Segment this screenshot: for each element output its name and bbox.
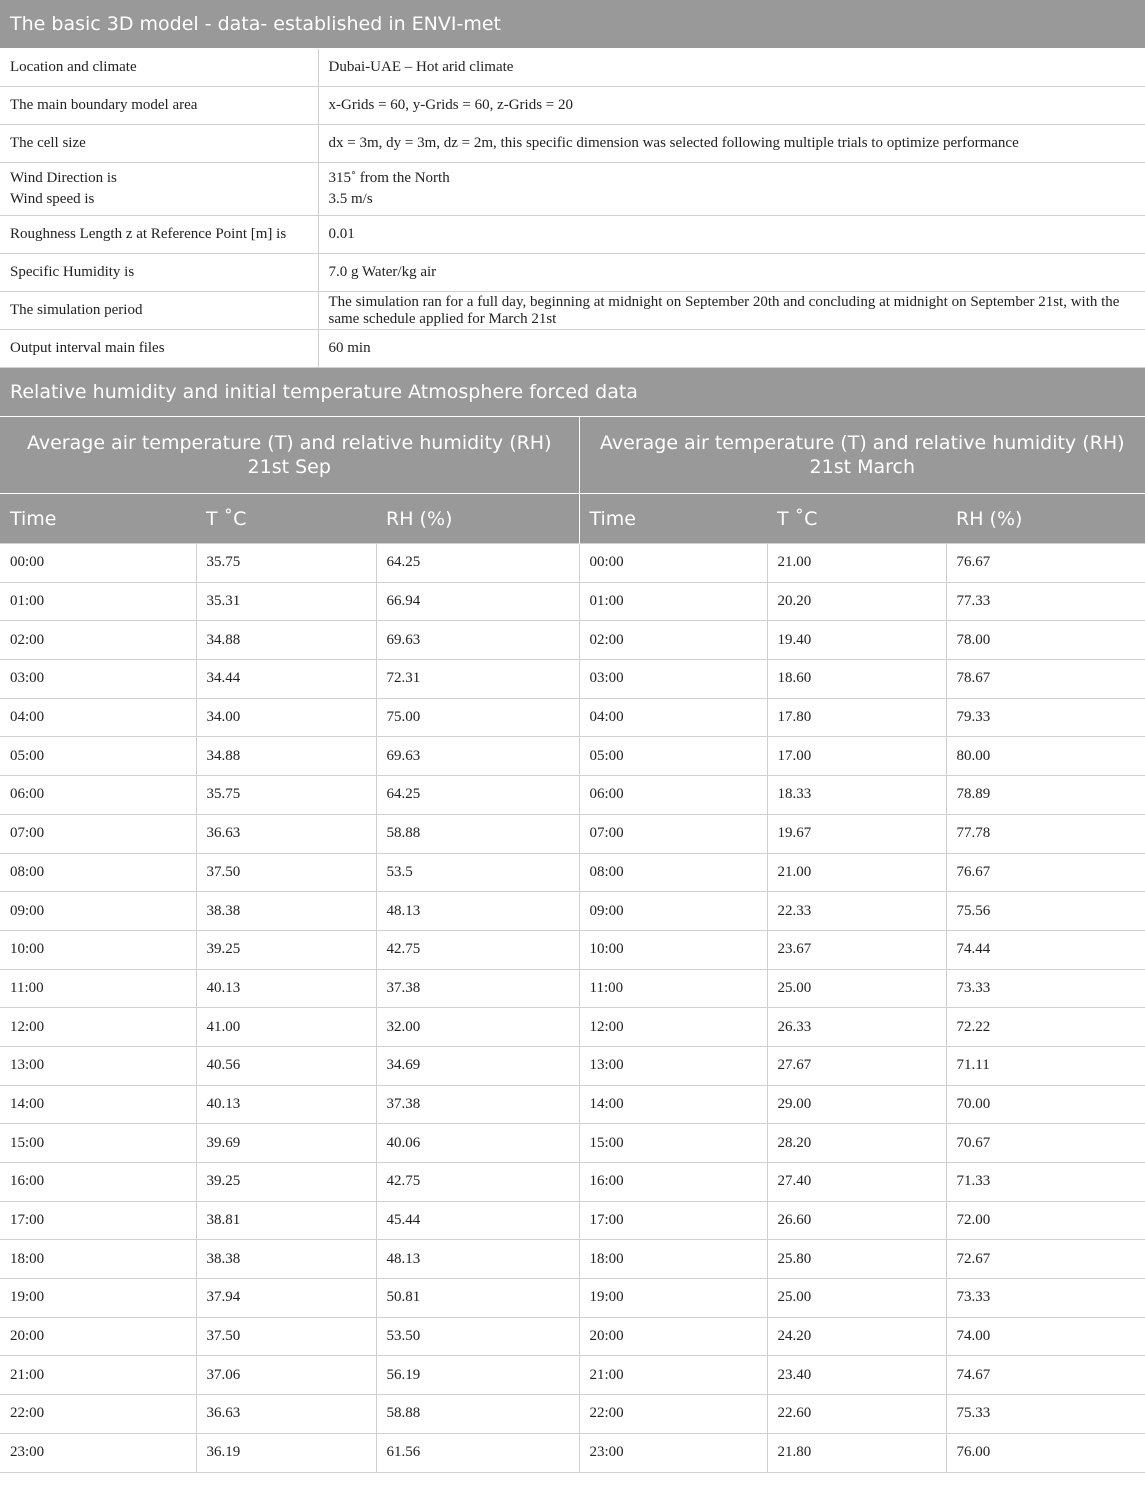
cell-temp-sep: 39.69 bbox=[196, 1124, 376, 1163]
info-value-line: 315˚ from the North bbox=[328, 170, 450, 186]
table-row bbox=[0, 582, 1145, 621]
info-row bbox=[0, 49, 1145, 87]
cell-rh-mar: 74.44 bbox=[946, 930, 1145, 969]
cell-rh-mar: 77.78 bbox=[946, 814, 1145, 853]
info-value: x-Grids = 60, y-Grids = 60, z-Grids = 20 bbox=[318, 87, 1145, 125]
table-row bbox=[0, 1433, 1145, 1472]
cell-rh-mar: 75.56 bbox=[946, 892, 1145, 931]
cell-rh-mar: 74.67 bbox=[946, 1356, 1145, 1395]
cell-rh-sep: 50.81 bbox=[376, 1279, 579, 1318]
cell-time-mar: 18:00 bbox=[579, 1240, 767, 1279]
table-row bbox=[0, 544, 1145, 583]
info-row bbox=[0, 163, 1145, 216]
cell-time-sep: 23:00 bbox=[0, 1433, 196, 1472]
cell-time-sep: 03:00 bbox=[0, 660, 196, 699]
cell-time-mar: 20:00 bbox=[579, 1317, 767, 1356]
cell-rh-sep: 40.06 bbox=[376, 1124, 579, 1163]
cell-rh-sep: 75.00 bbox=[376, 698, 579, 737]
cell-temp-sep: 34.88 bbox=[196, 737, 376, 776]
cell-time-mar: 14:00 bbox=[579, 1085, 767, 1124]
table-row bbox=[0, 737, 1145, 776]
cell-temp-mar: 20.20 bbox=[767, 582, 946, 621]
cell-temp-sep: 37.50 bbox=[196, 853, 376, 892]
cell-rh-sep: 42.75 bbox=[376, 930, 579, 969]
cell-time-mar: 23:00 bbox=[579, 1433, 767, 1472]
cell-rh-mar: 75.33 bbox=[946, 1395, 1145, 1434]
table-row bbox=[0, 1163, 1145, 1202]
cell-time-mar: 06:00 bbox=[579, 776, 767, 815]
cell-rh-sep: 34.69 bbox=[376, 1046, 579, 1085]
cell-rh-sep: 32.00 bbox=[376, 1008, 579, 1047]
cell-temp-sep: 39.25 bbox=[196, 930, 376, 969]
cell-time-mar: 11:00 bbox=[579, 969, 767, 1008]
info-value: Dubai-UAE – Hot arid climate bbox=[318, 49, 1145, 87]
info-label: The main boundary model area bbox=[0, 87, 318, 125]
cell-time-sep: 12:00 bbox=[0, 1008, 196, 1047]
cell-rh-sep: 48.13 bbox=[376, 1240, 579, 1279]
info-row bbox=[0, 254, 1145, 292]
table-row bbox=[0, 853, 1145, 892]
cell-temp-mar: 21.00 bbox=[767, 853, 946, 892]
cell-rh-mar: 71.33 bbox=[946, 1163, 1145, 1202]
col-time-mar: Time bbox=[579, 494, 767, 544]
cell-temp-sep: 37.94 bbox=[196, 1279, 376, 1318]
table-row bbox=[0, 814, 1145, 853]
table-row bbox=[0, 930, 1145, 969]
cell-time-sep: 10:00 bbox=[0, 930, 196, 969]
table-title: The basic 3D model - data- established in ENVI-met bbox=[0, 0, 1145, 49]
info-label-line: Wind speed is bbox=[10, 191, 95, 207]
table-row bbox=[0, 1240, 1145, 1279]
cell-time-mar: 17:00 bbox=[579, 1201, 767, 1240]
cell-temp-sep: 36.63 bbox=[196, 814, 376, 853]
cell-temp-sep: 34.00 bbox=[196, 698, 376, 737]
info-row bbox=[0, 87, 1145, 125]
cell-rh-sep: 61.56 bbox=[376, 1433, 579, 1472]
cell-rh-sep: 58.88 bbox=[376, 1395, 579, 1434]
info-label: The simulation period bbox=[0, 292, 318, 330]
table-row bbox=[0, 1279, 1145, 1318]
cell-time-mar: 19:00 bbox=[579, 1279, 767, 1318]
cell-rh-mar: 72.22 bbox=[946, 1008, 1145, 1047]
cell-temp-mar: 23.67 bbox=[767, 930, 946, 969]
cell-time-sep: 04:00 bbox=[0, 698, 196, 737]
cell-temp-sep: 39.25 bbox=[196, 1163, 376, 1202]
cell-time-sep: 21:00 bbox=[0, 1356, 196, 1395]
info-label: Roughness Length z at Reference Point [m] is bbox=[0, 216, 318, 254]
cell-rh-sep: 53.5 bbox=[376, 853, 579, 892]
cell-rh-mar: 78.00 bbox=[946, 621, 1145, 660]
cell-time-sep: 15:00 bbox=[0, 1124, 196, 1163]
info-row bbox=[0, 125, 1145, 163]
cell-rh-sep: 64.25 bbox=[376, 776, 579, 815]
cell-temp-sep: 35.75 bbox=[196, 544, 376, 583]
cell-rh-sep: 48.13 bbox=[376, 892, 579, 931]
cell-temp-mar: 19.40 bbox=[767, 621, 946, 660]
info-row bbox=[0, 292, 1145, 330]
table-row bbox=[0, 1201, 1145, 1240]
cell-temp-mar: 17.80 bbox=[767, 698, 946, 737]
cell-time-mar: 16:00 bbox=[579, 1163, 767, 1202]
cell-time-mar: 08:00 bbox=[579, 853, 767, 892]
cell-temp-sep: 38.38 bbox=[196, 1240, 376, 1279]
info-label: Output interval main files bbox=[0, 330, 318, 368]
cell-time-sep: 07:00 bbox=[0, 814, 196, 853]
cell-rh-sep: 69.63 bbox=[376, 621, 579, 660]
cell-rh-mar: 74.00 bbox=[946, 1317, 1145, 1356]
cell-rh-mar: 76.67 bbox=[946, 544, 1145, 583]
cell-temp-sep: 40.13 bbox=[196, 969, 376, 1008]
cell-time-sep: 17:00 bbox=[0, 1201, 196, 1240]
cell-temp-sep: 36.63 bbox=[196, 1395, 376, 1434]
cell-rh-sep: 69.63 bbox=[376, 737, 579, 776]
cell-time-mar: 04:00 bbox=[579, 698, 767, 737]
cell-temp-sep: 40.56 bbox=[196, 1046, 376, 1085]
mar-heading: Average air temperature (T) and relative humidity (RH) 21st March bbox=[579, 417, 1145, 494]
cell-temp-sep: 35.75 bbox=[196, 776, 376, 815]
cell-time-mar: 22:00 bbox=[579, 1395, 767, 1434]
table-row bbox=[0, 1124, 1145, 1163]
cell-time-mar: 21:00 bbox=[579, 1356, 767, 1395]
cell-rh-sep: 66.94 bbox=[376, 582, 579, 621]
cell-temp-mar: 21.80 bbox=[767, 1433, 946, 1472]
cell-time-mar: 00:00 bbox=[579, 544, 767, 583]
cell-rh-mar: 72.00 bbox=[946, 1201, 1145, 1240]
cell-time-sep: 16:00 bbox=[0, 1163, 196, 1202]
cell-time-sep: 06:00 bbox=[0, 776, 196, 815]
cell-time-sep: 20:00 bbox=[0, 1317, 196, 1356]
table-row bbox=[0, 1008, 1145, 1047]
cell-rh-sep: 72.31 bbox=[376, 660, 579, 699]
cell-temp-mar: 26.33 bbox=[767, 1008, 946, 1047]
cell-time-mar: 07:00 bbox=[579, 814, 767, 853]
info-value: 0.01 bbox=[318, 216, 1145, 254]
col-time-sep: Time bbox=[0, 494, 196, 544]
cell-time-sep: 19:00 bbox=[0, 1279, 196, 1318]
cell-temp-mar: 27.67 bbox=[767, 1046, 946, 1085]
info-row bbox=[0, 330, 1145, 368]
cell-temp-sep: 34.88 bbox=[196, 621, 376, 660]
cell-time-mar: 05:00 bbox=[579, 737, 767, 776]
table-row bbox=[0, 776, 1145, 815]
col-temp-mar: T ˚C bbox=[767, 494, 946, 544]
cell-temp-mar: 22.60 bbox=[767, 1395, 946, 1434]
cell-rh-mar: 73.33 bbox=[946, 1279, 1145, 1318]
info-value: 7.0 g Water/kg air bbox=[318, 254, 1145, 292]
cell-rh-sep: 37.38 bbox=[376, 1085, 579, 1124]
cell-rh-sep: 64.25 bbox=[376, 544, 579, 583]
cell-temp-mar: 19.67 bbox=[767, 814, 946, 853]
forced-data-table bbox=[0, 368, 1145, 1473]
cell-time-mar: 15:00 bbox=[579, 1124, 767, 1163]
cell-rh-mar: 73.33 bbox=[946, 969, 1145, 1008]
cell-temp-mar: 27.40 bbox=[767, 1163, 946, 1202]
cell-time-sep: 02:00 bbox=[0, 621, 196, 660]
table-row bbox=[0, 621, 1145, 660]
cell-time-sep: 08:00 bbox=[0, 853, 196, 892]
cell-temp-sep: 36.19 bbox=[196, 1433, 376, 1472]
cell-time-mar: 12:00 bbox=[579, 1008, 767, 1047]
cell-temp-sep: 40.13 bbox=[196, 1085, 376, 1124]
cell-rh-mar: 72.67 bbox=[946, 1240, 1145, 1279]
info-value bbox=[318, 163, 1145, 216]
cell-time-mar: 02:00 bbox=[579, 621, 767, 660]
cell-temp-mar: 18.60 bbox=[767, 660, 946, 699]
cell-time-mar: 13:00 bbox=[579, 1046, 767, 1085]
cell-time-sep: 05:00 bbox=[0, 737, 196, 776]
table-row bbox=[0, 698, 1145, 737]
cell-temp-sep: 38.38 bbox=[196, 892, 376, 931]
col-temp-sep: T ˚C bbox=[196, 494, 376, 544]
cell-time-sep: 14:00 bbox=[0, 1085, 196, 1124]
table-row bbox=[0, 1046, 1145, 1085]
cell-rh-mar: 71.11 bbox=[946, 1046, 1145, 1085]
cell-time-mar: 03:00 bbox=[579, 660, 767, 699]
table-row bbox=[0, 1395, 1145, 1434]
cell-temp-sep: 41.00 bbox=[196, 1008, 376, 1047]
cell-rh-sep: 37.38 bbox=[376, 969, 579, 1008]
info-label: The cell size bbox=[0, 125, 318, 163]
model-info-table bbox=[0, 0, 1145, 368]
cell-rh-sep: 53.50 bbox=[376, 1317, 579, 1356]
cell-temp-sep: 34.44 bbox=[196, 660, 376, 699]
cell-time-mar: 01:00 bbox=[579, 582, 767, 621]
cell-temp-mar: 21.00 bbox=[767, 544, 946, 583]
cell-temp-mar: 26.60 bbox=[767, 1201, 946, 1240]
cell-time-sep: 01:00 bbox=[0, 582, 196, 621]
table-row bbox=[0, 1085, 1145, 1124]
cell-temp-mar: 29.00 bbox=[767, 1085, 946, 1124]
table-row bbox=[0, 660, 1145, 699]
cell-time-sep: 13:00 bbox=[0, 1046, 196, 1085]
col-rh-mar: RH (%) bbox=[946, 494, 1145, 544]
cell-rh-sep: 45.44 bbox=[376, 1201, 579, 1240]
cell-time-mar: 09:00 bbox=[579, 892, 767, 931]
cell-temp-sep: 37.50 bbox=[196, 1317, 376, 1356]
cell-temp-mar: 28.20 bbox=[767, 1124, 946, 1163]
cell-time-sep: 00:00 bbox=[0, 544, 196, 583]
info-label bbox=[0, 163, 318, 216]
cell-temp-mar: 23.40 bbox=[767, 1356, 946, 1395]
sep-heading: Average air temperature (T) and relative humidity (RH) 21st Sep bbox=[0, 417, 579, 494]
info-value: The simulation ran for a full day, beginning at midnight on September 20th and concluding at midnight on September 21st, with the same schedule applied for March 21st bbox=[318, 292, 1145, 330]
info-label: Location and climate bbox=[0, 49, 318, 87]
cell-rh-mar: 77.33 bbox=[946, 582, 1145, 621]
info-label-line: Wind Direction is bbox=[10, 170, 117, 186]
cell-temp-sep: 37.06 bbox=[196, 1356, 376, 1395]
info-value: dx = 3m, dy = 3m, dz = 2m, this specific dimension was selected following multiple trials to optimize performance bbox=[318, 125, 1145, 163]
cell-rh-mar: 70.00 bbox=[946, 1085, 1145, 1124]
cell-rh-mar: 79.33 bbox=[946, 698, 1145, 737]
info-row bbox=[0, 216, 1145, 254]
section-title: Relative humidity and initial temperature Atmosphere forced data bbox=[0, 368, 1145, 417]
table-row bbox=[0, 1317, 1145, 1356]
table-row bbox=[0, 892, 1145, 931]
cell-temp-sep: 35.31 bbox=[196, 582, 376, 621]
cell-rh-sep: 42.75 bbox=[376, 1163, 579, 1202]
cell-rh-mar: 70.67 bbox=[946, 1124, 1145, 1163]
cell-rh-mar: 76.00 bbox=[946, 1433, 1145, 1472]
info-value-line: 3.5 m/s bbox=[328, 191, 373, 207]
table-row bbox=[0, 1356, 1145, 1395]
cell-temp-mar: 25.80 bbox=[767, 1240, 946, 1279]
cell-time-sep: 11:00 bbox=[0, 969, 196, 1008]
col-rh-sep: RH (%) bbox=[376, 494, 579, 544]
cell-time-sep: 22:00 bbox=[0, 1395, 196, 1434]
cell-temp-mar: 18.33 bbox=[767, 776, 946, 815]
cell-time-sep: 18:00 bbox=[0, 1240, 196, 1279]
cell-rh-mar: 78.67 bbox=[946, 660, 1145, 699]
cell-temp-mar: 25.00 bbox=[767, 1279, 946, 1318]
info-label: Specific Humidity is bbox=[0, 254, 318, 292]
cell-rh-sep: 56.19 bbox=[376, 1356, 579, 1395]
cell-temp-mar: 24.20 bbox=[767, 1317, 946, 1356]
info-value: 60 min bbox=[318, 330, 1145, 368]
cell-rh-mar: 76.67 bbox=[946, 853, 1145, 892]
cell-temp-mar: 17.00 bbox=[767, 737, 946, 776]
cell-rh-sep: 58.88 bbox=[376, 814, 579, 853]
table-row bbox=[0, 969, 1145, 1008]
cell-time-mar: 10:00 bbox=[579, 930, 767, 969]
cell-temp-sep: 38.81 bbox=[196, 1201, 376, 1240]
info-rows bbox=[0, 49, 1145, 368]
data-rows bbox=[0, 544, 1145, 1473]
cell-rh-mar: 78.89 bbox=[946, 776, 1145, 815]
cell-time-sep: 09:00 bbox=[0, 892, 196, 931]
cell-temp-mar: 25.00 bbox=[767, 969, 946, 1008]
cell-temp-mar: 22.33 bbox=[767, 892, 946, 931]
cell-rh-mar: 80.00 bbox=[946, 737, 1145, 776]
